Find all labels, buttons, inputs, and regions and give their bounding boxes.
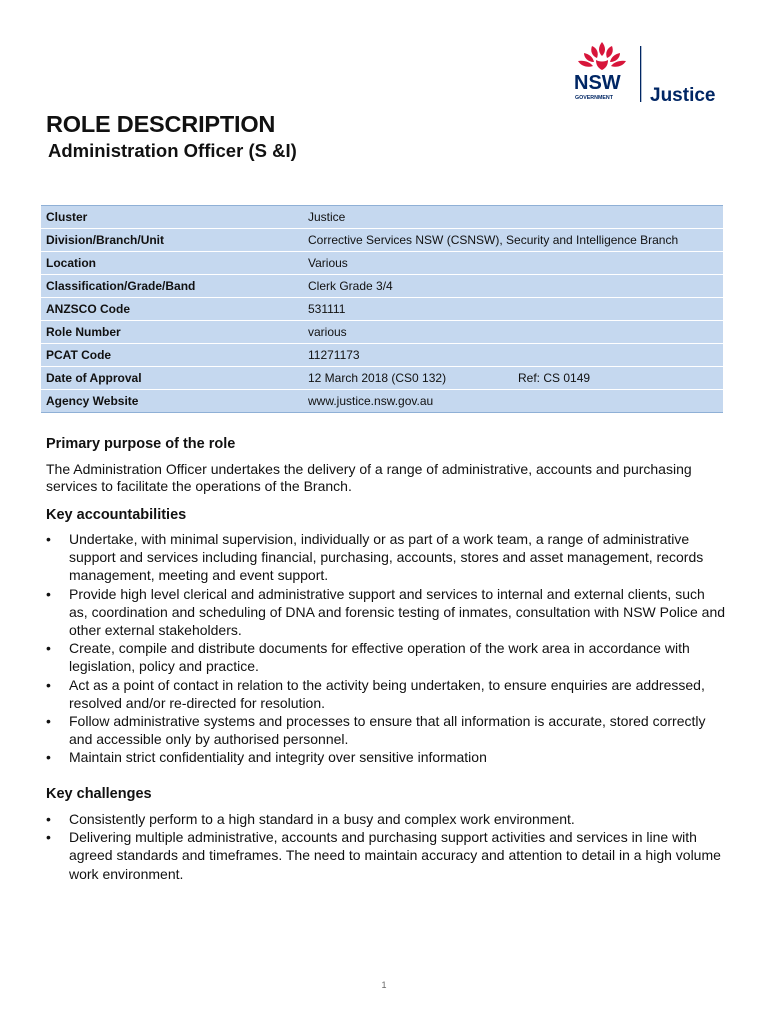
primary-purpose-heading: Primary purpose of the role: [46, 436, 236, 452]
nsw-justice-logo: [572, 40, 722, 106]
table-row: [41, 344, 723, 367]
detail-value: Clerk Grade 3/4: [303, 275, 723, 298]
agency-website-link[interactable]: www.justice.nsw.gov.au: [303, 390, 723, 413]
detail-label: PCAT Code: [41, 344, 303, 367]
list-item: • Follow administrative systems and processes to ensure that all information is accurate, stored correctly and accessible only by authorised personnel.: [46, 712, 726, 748]
table-row: [41, 321, 723, 344]
logo-divider: [640, 46, 641, 102]
detail-value: Justice: [303, 206, 723, 229]
table-row: [41, 367, 723, 390]
list-item: • Create, compile and distribute documents for effective operation of the work area in accordance with legislation, policy and practice.: [46, 639, 726, 675]
key-challenges-list: [46, 810, 726, 883]
government-logo-text: GOVERNMENT: [575, 95, 613, 101]
key-accountabilities-list: [46, 530, 726, 767]
list-item: • Consistently perform to a high standard in a busy and complex work environment.: [46, 810, 726, 828]
page-title: ROLE DESCRIPTION: [46, 111, 276, 137]
detail-label: Agency Website: [41, 390, 303, 413]
detail-value: 531111: [303, 298, 723, 321]
table-row: [41, 206, 723, 229]
detail-label: ANZSCO Code: [41, 298, 303, 321]
detail-value: Corrective Services NSW (CSNSW), Security and Intelligence Branch: [303, 229, 723, 252]
approval-ref: Ref: CS 0149: [518, 371, 591, 385]
detail-value: Various: [303, 252, 723, 275]
detail-value: various: [303, 321, 723, 344]
waratah-flower-icon: [578, 42, 626, 70]
approval-wrapper: [308, 372, 718, 384]
table-row: [41, 275, 723, 298]
detail-label: Date of Approval: [41, 367, 303, 390]
detail-label: Cluster: [41, 206, 303, 229]
list-item: • Act as a point of contact in relation to the activity being undertaken, to ensure enquiries are addressed, resolved and/or re-directed for resolution.: [46, 676, 726, 712]
detail-value-cell: [303, 367, 723, 390]
list-item: • Provide high level clerical and administrative support and services to internal and external clients, such as, coordination and scheduling of DNA and forensic testing of inmates, consultation with NSW Police and other external stakeholders.: [46, 585, 726, 640]
key-challenges-heading: Key challenges: [46, 786, 152, 802]
list-item: • Delivering multiple administrative, accounts and purchasing support activities and services in line with agreed standards and timeframes. The need to maintain accuracy and attention to detail in a high volume work environment.: [46, 828, 726, 883]
list-item: • Maintain strict confidentiality and integrity over sensitive information: [46, 748, 726, 766]
detail-label: Division/Branch/Unit: [41, 229, 303, 252]
primary-purpose-text: The Administration Officer undertakes the delivery of a range of administrative, accounts and purchasing services to facilitate the operations of the Branch.: [46, 461, 692, 494]
page-number: 1: [381, 980, 387, 990]
list-item: • Undertake, with minimal supervision, individually or as part of a work team, a range of administrative support and services including financial, purchasing, accounts, stores and asset management, records management, meeting and event support.: [46, 530, 726, 585]
key-accountabilities-heading: Key accountabilities: [46, 507, 187, 523]
table-row: [41, 390, 723, 413]
nsw-logo-text: NSW: [574, 72, 621, 94]
table-row: [41, 298, 723, 321]
role-title: Administration Officer (S &I): [48, 140, 297, 161]
table-row: [41, 229, 723, 252]
detail-label: Role Number: [41, 321, 303, 344]
detail-label: Location: [41, 252, 303, 275]
table-row: [41, 252, 723, 275]
justice-logo-text: Justice: [650, 85, 716, 106]
detail-value: 11271173: [303, 344, 723, 367]
detail-label: Classification/Grade/Band: [41, 275, 303, 298]
role-details-table: [41, 205, 723, 413]
detail-value: 12 March 2018 (CS0 132): [308, 371, 447, 385]
